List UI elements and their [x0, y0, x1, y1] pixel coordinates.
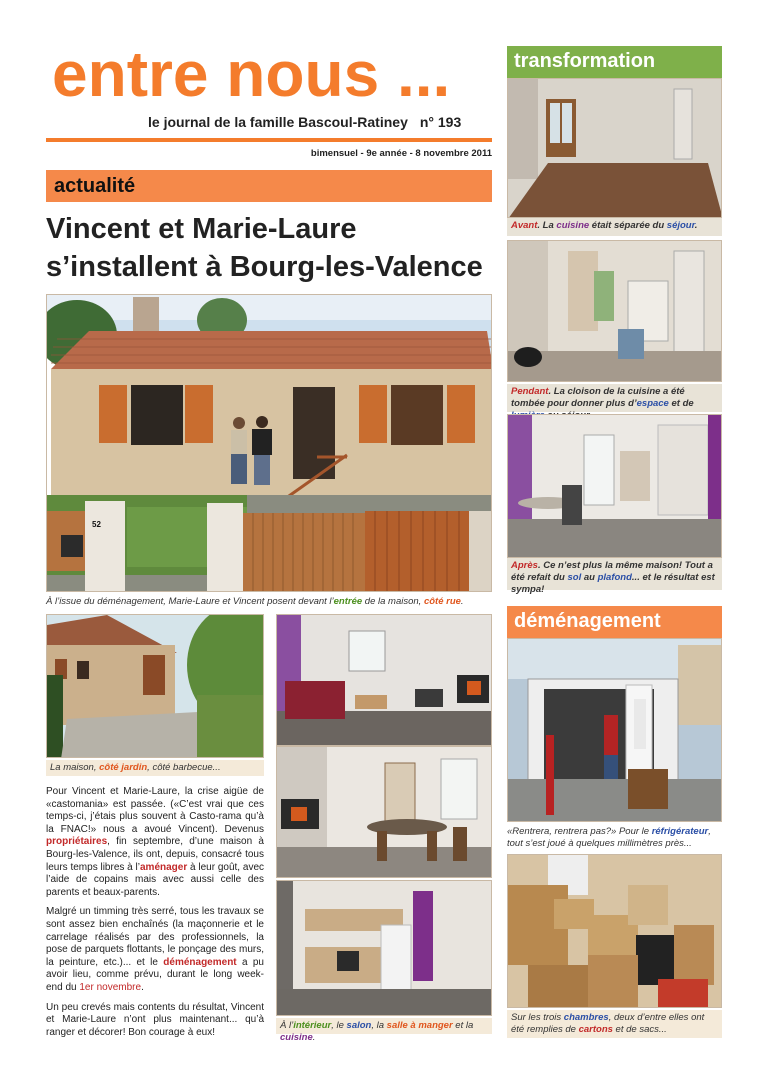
van-caption — [507, 826, 722, 850]
article-paragraph-2 — [46, 906, 264, 994]
article-paragraph-1 — [46, 786, 264, 899]
house-number: 52 — [92, 520, 101, 529]
dining-room-photo — [276, 746, 492, 878]
caption-text: . — [460, 596, 464, 607]
after-caption — [507, 558, 722, 595]
caption-text: ... et le résultat est sympa! — [511, 572, 715, 595]
moving-van-photo — [507, 638, 722, 822]
headline — [46, 210, 498, 286]
boxes-illustration — [508, 855, 722, 1008]
caption-keyword-cuisine: cuisine — [556, 220, 590, 231]
moving-van-illustration — [508, 639, 722, 822]
transformation-header: transformation — [507, 46, 722, 78]
caption-text: , le — [331, 1020, 347, 1031]
article-keyword: déménagement — [163, 956, 237, 968]
caption-keyword-cartons: cartons — [578, 1024, 613, 1035]
caption-text: La maison, — [50, 762, 100, 773]
boxes-caption — [507, 1010, 722, 1038]
article-body — [46, 786, 264, 1046]
caption-keyword-plafond: plafond — [597, 572, 632, 583]
journal-name: le journal de la famille Bascoul-Ratiney — [148, 114, 408, 130]
during-photo — [507, 240, 722, 382]
before-photo — [507, 78, 722, 218]
headline-line-2: s’installent à Bourg-les-Valence — [46, 251, 483, 283]
masthead-subtitle — [148, 114, 461, 130]
issue-number: n° 193 — [419, 114, 462, 130]
masthead-title: entre nous ... — [52, 38, 451, 110]
before-illustration — [508, 79, 722, 218]
article-keyword: aménager — [139, 861, 188, 873]
caption-text: . La cloison de la cuisine a été tombée pour donner plus d’ — [511, 386, 685, 409]
caption-text: de la maison, — [362, 596, 424, 607]
caption-text: , tout s’est joué à quelques millimètres près... — [507, 826, 711, 849]
salon-illustration — [277, 615, 492, 746]
during-illustration — [508, 241, 722, 382]
caption-keyword-chambres: chambres — [563, 1012, 609, 1023]
before-caption — [507, 218, 722, 236]
caption-keyword-interieur: intérieur — [293, 1020, 332, 1031]
after-photo — [507, 414, 722, 558]
caption-text: . — [694, 220, 698, 231]
kitchen-illustration — [277, 881, 492, 1016]
article-keyword: propriétaires — [46, 836, 108, 848]
interior-caption — [276, 1018, 492, 1043]
caption-keyword-pendant: Pendant — [511, 386, 549, 397]
article-text: Pour Vincent et Marie-Laure, la crise aigüe de «castomania» est passée. («C’est vrai que ces temps-ci, j’étais plus souvent à Casto-rama qu’à la FNAC!» nous a avoué Vincent). Devenus — [46, 786, 264, 835]
caption-keyword-entree: entrée — [333, 596, 363, 607]
caption-text: était séparée du — [589, 220, 667, 231]
article-keyword: 1er novembre — [79, 981, 142, 993]
house-front-illustration — [47, 295, 492, 592]
caption-keyword-salle-a-manger: salle à manger — [386, 1020, 453, 1031]
article-paragraph-3: Un peu crevés mais contents du résultat, Vincent et Marie-Laure n’ont plus maintenant... qu’à ranger et décorer! Bon courage à eux! — [46, 1001, 264, 1038]
caption-keyword-avant: Avant — [511, 220, 538, 231]
after-illustration — [508, 415, 722, 558]
headline-line-1: Vincent et Marie-Laure — [46, 213, 357, 245]
caption-text: À l’issue du déménagement, Marie-Laure et Vincent posent devant l’ — [46, 596, 334, 607]
caption-text: À l’ — [280, 1020, 294, 1031]
garden-caption — [46, 760, 264, 776]
caption-keyword-sejour: séjour — [666, 220, 695, 231]
caption-keyword-espace: espace — [636, 398, 669, 409]
caption-text: «Rentrera, rentrera pas?» Pour le — [507, 826, 652, 837]
caption-keyword-salon: salon — [346, 1020, 372, 1031]
section-label: actualité — [54, 175, 136, 197]
demenagement-header: déménagement — [507, 606, 722, 638]
garden-illustration — [47, 615, 264, 758]
article-text: , fin septembre, d’une maison à Bourg-les-Valence, ils ont, depuis, consacré tous leurs temps libres à l’ — [46, 836, 264, 873]
kitchen-photo — [276, 880, 492, 1016]
article-text: à leur goût, avec l’aide de copains mais avec aussi celle des parents et beaux-parents. — [46, 861, 265, 898]
caption-text: . Ce n’est plus la même maison! Tout a été refait du — [511, 560, 713, 583]
caption-keyword-cote-rue: côté rue — [423, 596, 461, 607]
article-text: . — [141, 981, 144, 993]
dining-illustration — [277, 747, 492, 878]
boxes-room-photo — [507, 854, 722, 1008]
caption-text: Sur les trois — [511, 1012, 564, 1023]
section-bar-actualite — [46, 170, 492, 202]
house-garden-photo — [46, 614, 264, 758]
salon-photo — [276, 614, 492, 746]
caption-text: , deux d’entre elles ont été remplies de — [511, 1012, 705, 1035]
caption-text: . — [312, 1032, 316, 1043]
caption-text: , côté barbecue... — [147, 762, 221, 773]
caption-text: . La — [537, 220, 557, 231]
caption-keyword-cuisine: cuisine — [280, 1032, 313, 1043]
caption-keyword-refrigerateur: réfrigérateur — [651, 826, 709, 837]
caption-keyword-apres: Après — [511, 560, 538, 571]
caption-text: , la — [371, 1020, 387, 1031]
article-text: a pu avoir lieu, comme prévu, durant le long week-end du — [46, 956, 264, 993]
caption-text: et la — [452, 1020, 474, 1031]
main-photo-caption — [46, 596, 494, 607]
caption-text: et de sacs... — [612, 1024, 667, 1035]
dateline: bimensuel - 9e année - 8 novembre 2011 — [310, 148, 492, 159]
caption-text: et de — [668, 398, 694, 409]
article-text: Malgré un timming très serré, tous les travaux se sont assez bien enchaînés (la maçonnerie et le carrelage réalisés par des professionnels, la pose de parquets flottants, le ponçage des murs, la peinture, etc.)... et le — [46, 906, 264, 968]
masthead-divider — [46, 138, 492, 142]
caption-keyword-cote-jardin: côté jardin — [99, 762, 148, 773]
caption-keyword-sol: sol — [567, 572, 582, 583]
during-caption — [507, 384, 722, 412]
caption-text: au — [581, 572, 598, 583]
house-front-photo — [46, 294, 492, 592]
